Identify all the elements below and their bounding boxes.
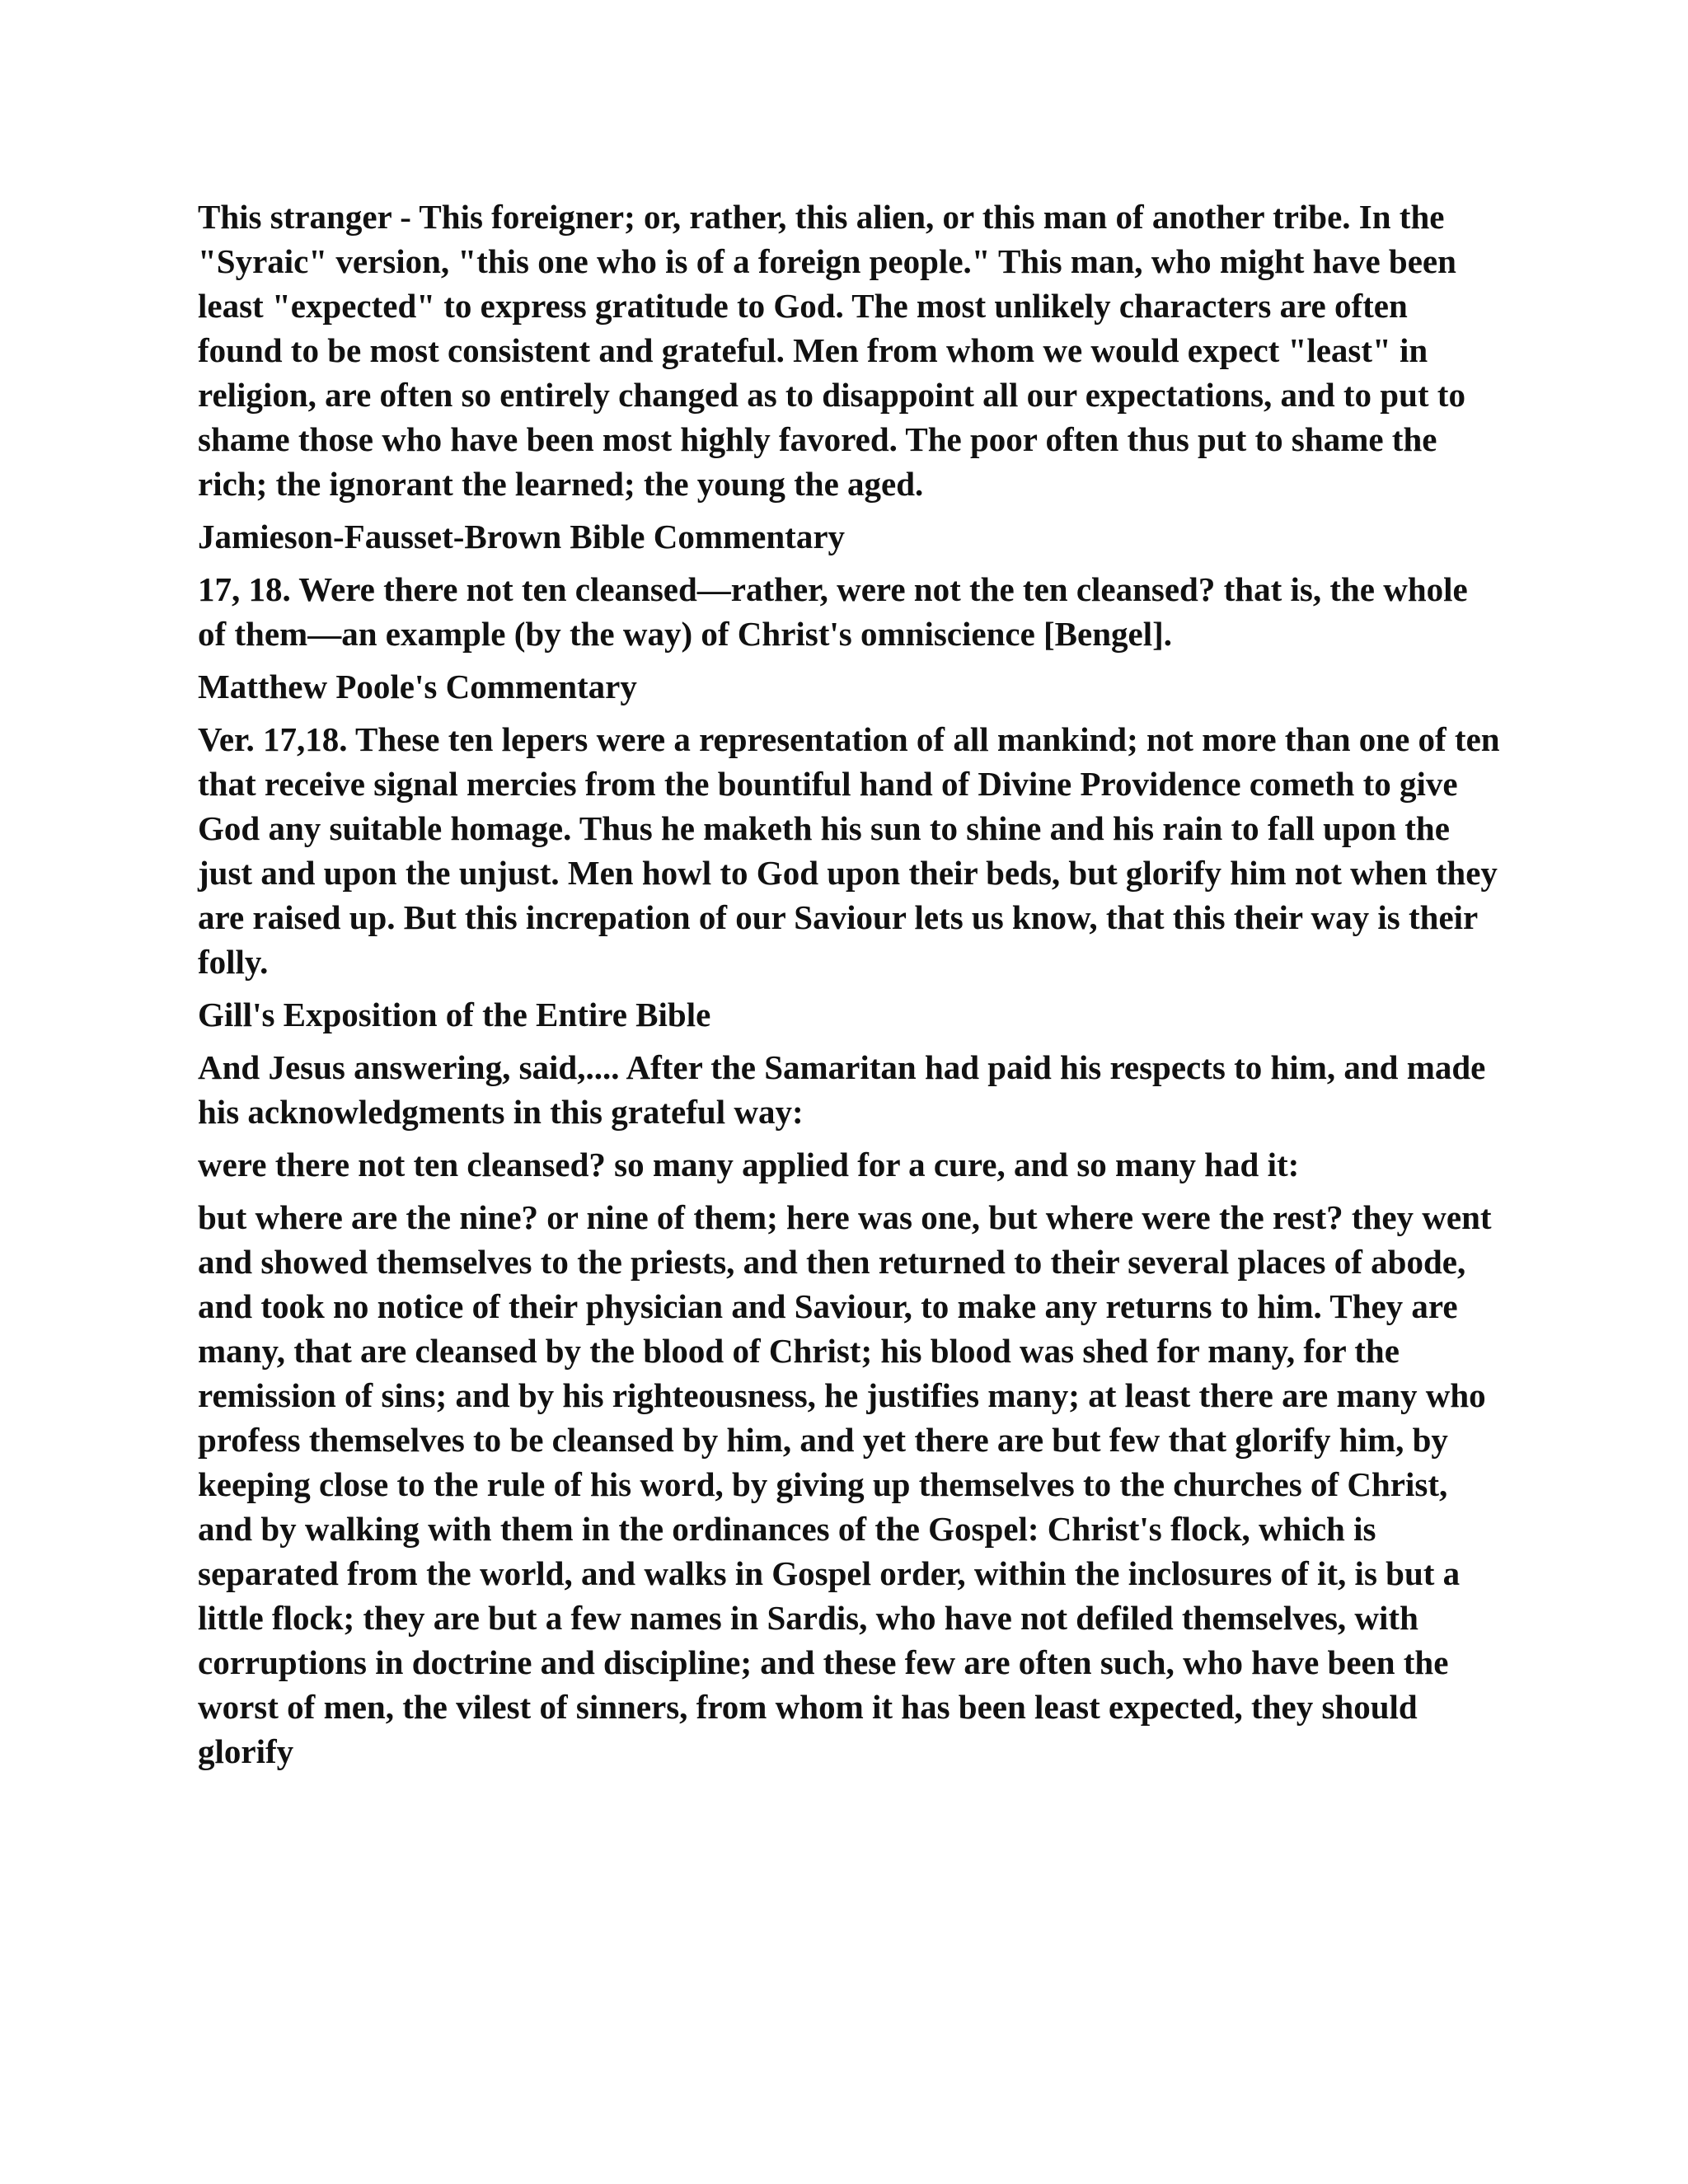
gill-paragraph-2: were there not ten cleansed? so many applied for a cure, and so many had it: [198, 1146, 1300, 1183]
jfb-heading: Jamieson-Fausset-Brown Bible Commentary [198, 518, 846, 555]
barnes-paragraph: This stranger - This foreigner; or, rather, this alien, or this man of another tribe. In the "Syraic" version, "this one who is of a foreign people." This man, who might have been least "expected" to express gratitude to God. The most unlikely characters are often found to be most consistent and grateful. Men from whom we would expect "least" in religion, are often so entirely changed as to disappoint all our expectations, and to put to shame those who have been most highly favored. The poor often thus put to shame the rich; the ignorant the learned; the young the aged. [198, 198, 1465, 503]
gill-paragraph-1: And Jesus answering, said,.... After the Samaritan had paid his respects to him, and made his acknowledgments in this grateful way: [198, 1048, 1486, 1131]
jfb-paragraph: 17, 18. Were there not ten cleansed—rather, were not the ten cleansed? that is, the whole of them—an example (by the way) of Christ's omniscience [Bengel]. [198, 570, 1468, 653]
gill-paragraph-3: but where are the nine? or nine of them; here was one, but where were the rest? they went and showed themselves to the priests, and then returned to their several places of abode, and took no notice of their physician and Saviour, to make any returns to him. They are many, that are cleansed by the blood of Christ; his blood was shed for many, for the remission of sins; and by his righteousness, he justifies many; at least there are many who profess themselves to be cleansed by him, and yet there are but few that glorify him, by keeping close to the rule of his word, by giving up themselves to the churches of Christ, and by walking with them in the ordinances of the Gospel: Christ's flock, which is separated from the world, and walks in Gospel order, within the inclosures of it, is but a little flock; they are but a few names in Sardis, who have not defiled themselves, with corruptions in doctrine and discipline; and these few are often such, who have been the worst of men, the vilest of sinners, from whom it has been least expected, they should glorify [198, 1198, 1492, 1770]
poole-heading: Matthew Poole's Commentary [198, 668, 637, 705]
document-page [198, 194, 1500, 1782]
poole-paragraph: Ver. 17,18. These ten lepers were a representation of all mankind; not more than one of ten that receive signal mercies from the bountiful hand of Divine Providence cometh to give God any suitable homage. Thus he maketh his sun to shine and his rain to fall upon the just and upon the unjust. Men howl to God upon their beds, but glorify him not when they are raised up. But this increpation of our Saviour lets us know, that this their way is their folly. [198, 720, 1500, 981]
gill-heading: Gill's Exposition of the Entire Bible [198, 996, 711, 1033]
